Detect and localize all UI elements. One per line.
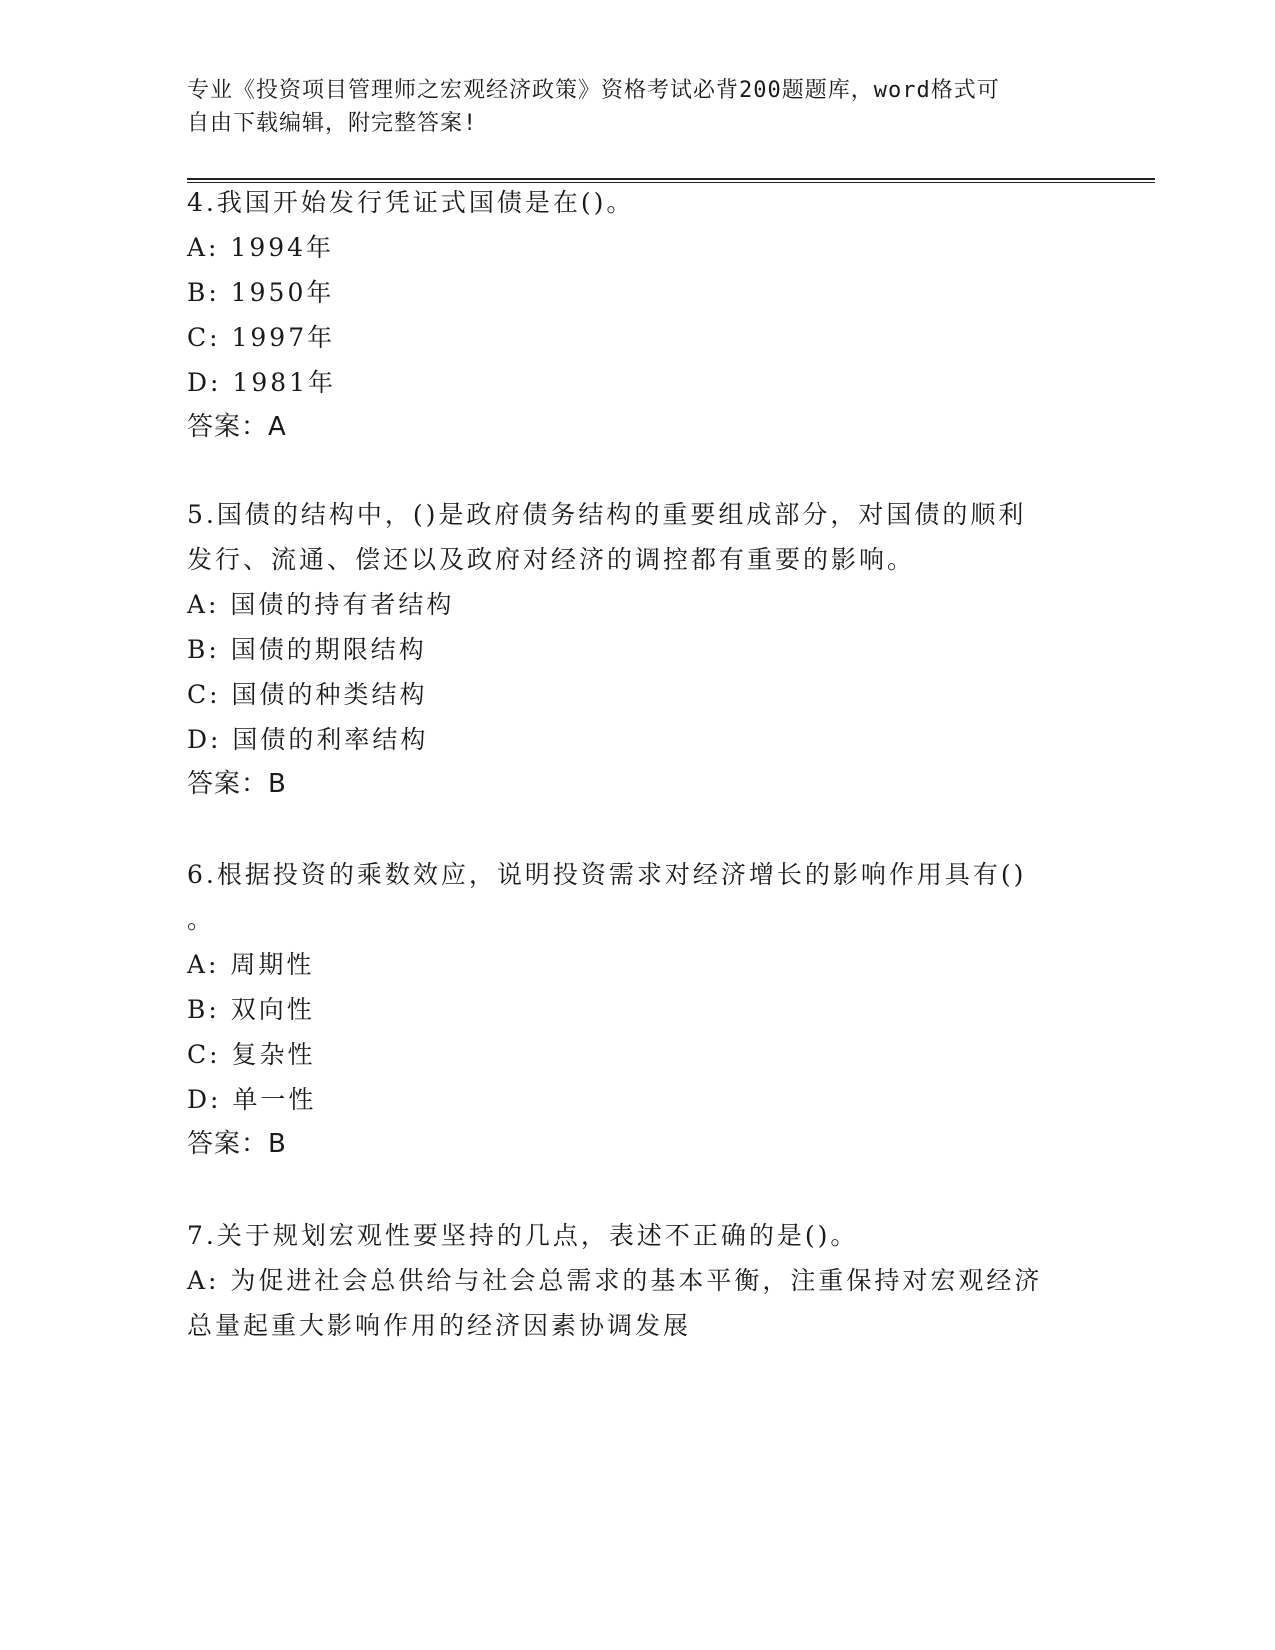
question-7 xyxy=(187,1213,1087,1348)
header-line-1: 专业《投资项目管理师之宏观经济政策》资格考试必背200题题库，word格式可 xyxy=(187,78,1000,103)
option-d: D: 单一性 xyxy=(187,1085,317,1114)
option-d: D: 1981年 xyxy=(187,368,337,397)
option-d: D: 国债的利率结构 xyxy=(187,725,429,754)
answer: 答案：B xyxy=(187,769,287,799)
question-stem-line-1: 6.根据投资的乘数效应，说明投资需求对经济增长的影响作用具有() xyxy=(187,860,1027,889)
option-a-line-2: 总量起重大影响作用的经济因素协调发展 xyxy=(187,1311,692,1340)
option-c: C: 1997年 xyxy=(187,323,336,352)
question-stem-line-2: 发行、流通、偿还以及政府对经济的调控都有重要的影响。 xyxy=(187,545,916,574)
document-header xyxy=(187,74,1087,140)
option-a: A: 国债的持有者结构 xyxy=(187,590,455,619)
option-a: A: 周期性 xyxy=(187,950,315,979)
question-4 xyxy=(187,180,1087,450)
option-b: B: 双向性 xyxy=(187,995,315,1024)
question-stem-line-1: 5.国债的结构中，()是政府债务结构的重要组成部分，对国债的顺利 xyxy=(187,500,1027,529)
answer: 答案：A xyxy=(187,412,287,442)
option-c: C: 国债的种类结构 xyxy=(187,680,428,709)
question-6 xyxy=(187,852,1087,1167)
option-a-line-1: A: 为促进社会总供给与社会总需求的基本平衡，注重保持对宏观经济 xyxy=(187,1266,1043,1295)
option-c: C: 复杂性 xyxy=(187,1040,316,1069)
option-b: B: 国债的期限结构 xyxy=(187,635,427,664)
question-stem: 7.关于规划宏观性要坚持的几点，表述不正确的是()。 xyxy=(187,1221,859,1250)
question-stem: 4.我国开始发行凭证式国债是在()。 xyxy=(187,188,635,217)
option-b: B: 1950年 xyxy=(187,278,335,307)
question-5 xyxy=(187,492,1087,807)
option-a: A: 1994年 xyxy=(187,233,335,262)
header-line-2: 自由下载编辑，附完整答案! xyxy=(187,111,478,136)
question-stem-line-2: 。 xyxy=(187,905,216,934)
answer: 答案：B xyxy=(187,1129,287,1159)
